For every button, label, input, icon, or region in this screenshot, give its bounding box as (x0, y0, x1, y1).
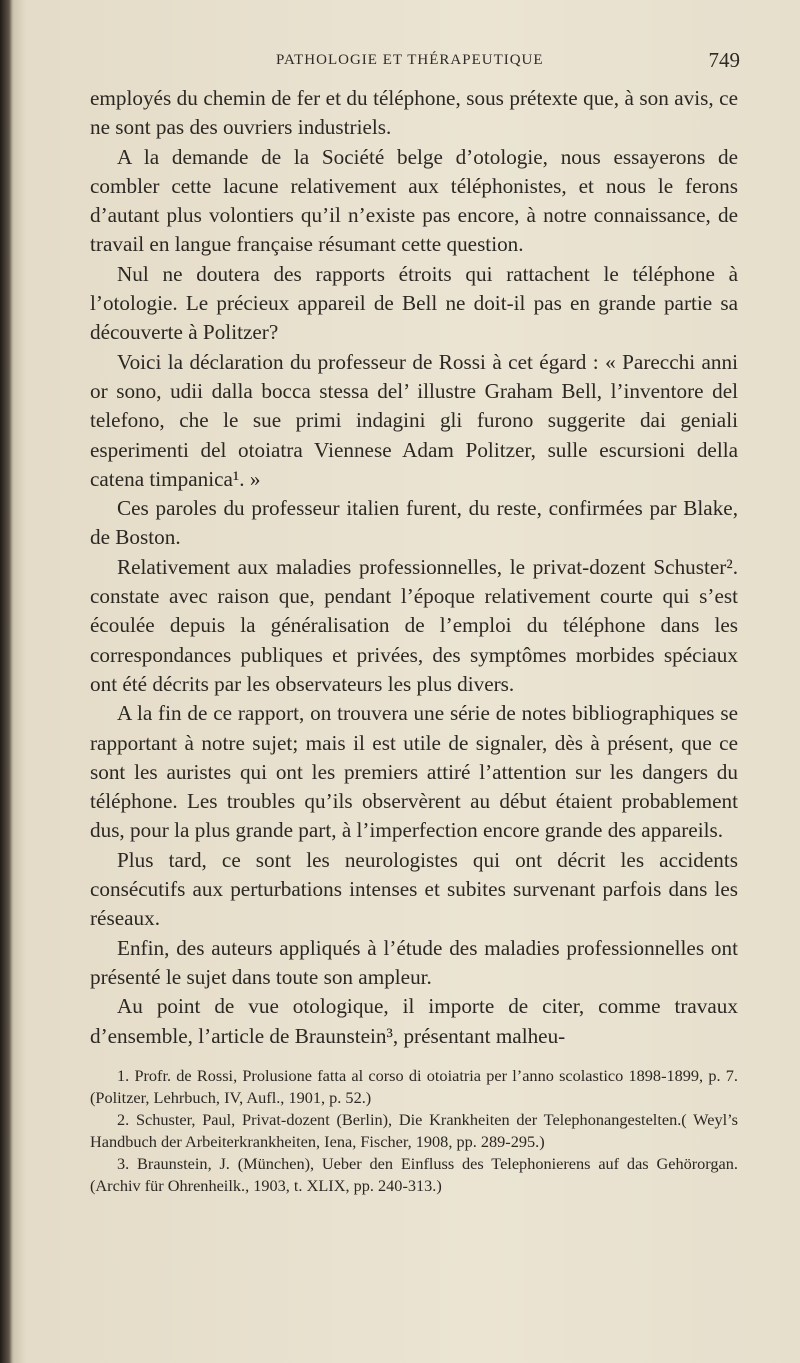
running-head: PATHOLOGIE ET THÉRAPEUTIQUE (276, 52, 544, 68)
page-number: 749 (708, 48, 740, 72)
page-header (86, 48, 740, 78)
paragraph: Au point de vue otologique, il importe de citer, comme travaux d’ensemble, l’article de Braunstein³, présentant malheu- (90, 994, 738, 1048)
paragraph: employés du chemin de fer et du téléphone, sous prétexte que, à son avis, ce ne sont pas des ouvriers industriels. (90, 86, 738, 140)
paragraph: Enfin, des auteurs appliqués à l’étude des maladies professionnelles ont présenté le sujet dans toute son ampleur. (90, 935, 738, 989)
paragraph: Ces paroles du professeur italien furent, du reste, confirmées par Blake, de Boston. (90, 496, 738, 550)
footnotes (90, 1065, 738, 1197)
body-text (90, 84, 738, 1051)
paragraph: A la demande de la Société belge d’otologie, nous essayerons de combler cette lacune relativement aux téléphonistes, et nous le ferons d’autant plus volontiers qu’il n’existe pas encore, à notre connaissance, de travail en langue française résumant cette question. (90, 144, 738, 257)
paragraph: A la fin de ce rapport, on trouvera une série de notes bibliographiques se rapportant à notre sujet; mais il est utile de signaler, dès à présent, que ce sont les auristes qui ont les premiers attiré l’attention sur les dangers du téléphone. Les troubles qu’ils observèrent au début étaient probablement dus, pour la plus grande part, à l’imperfection encore grande des appareils. (90, 701, 738, 843)
paragraph: Plus tard, ce sont les neurologistes qui ont décrit les accidents consécutifs aux perturbations intenses et subites survenant parfois dans les réseaux. (90, 847, 738, 931)
paragraph: Nul ne doutera des rapports étroits qui rattachent le téléphone à l’otologie. Le précieux appareil de Bell ne doit-il pas en grande partie sa découverte à Politzer? (90, 261, 738, 345)
scan-binding-edge (0, 0, 12, 1363)
footnote: 1. Profr. de Rossi, Prolusione fatta al corso di otoiatria per l’anno scolastico 1898-1899, p. 7. (Politzer, Lehrbuch, IV, Aufl., 1901, p. 52.) (90, 1066, 738, 1107)
footnote: 3. Braunstein, J. (München), Ueber den Einfluss des Telephonierens auf das Gehörorgan. (Archiv für Ohrenheilk., 1903, t. XLIX, pp. 240-313.) (90, 1154, 738, 1195)
footnote: 2. Schuster, Paul, Privat-dozent (Berlin), Die Krankheiten der Telephonangestelten.( Weyl’s Handbuch der Arbeiterkrankheiten, Iena, Fischer, 1908, pp. 289-295.) (90, 1110, 738, 1151)
paragraph: Relativement aux maladies professionnelles, le privat-dozent Schuster². constate avec raison que, pendant l’époque relativement courte qui s’est écoulée depuis la généralisation de l’emploi du téléphone dans les correspondances publiques et privées, des symptômes morbides spéciaux ont été décrits par les observateurs les plus divers. (90, 554, 738, 696)
paragraph: Voici la déclaration du professeur de Rossi à cet égard : « Parecchi anni or sono, udii dalla bocca stessa del’ illustre Graham Bell, l’inventore del telefono, che le sue primi indagini gli furono suggerite dai geniali esperimenti del otoiatra Viennese Adam Politzer, sulle escursioni della catena timpanica¹. » (90, 349, 738, 491)
